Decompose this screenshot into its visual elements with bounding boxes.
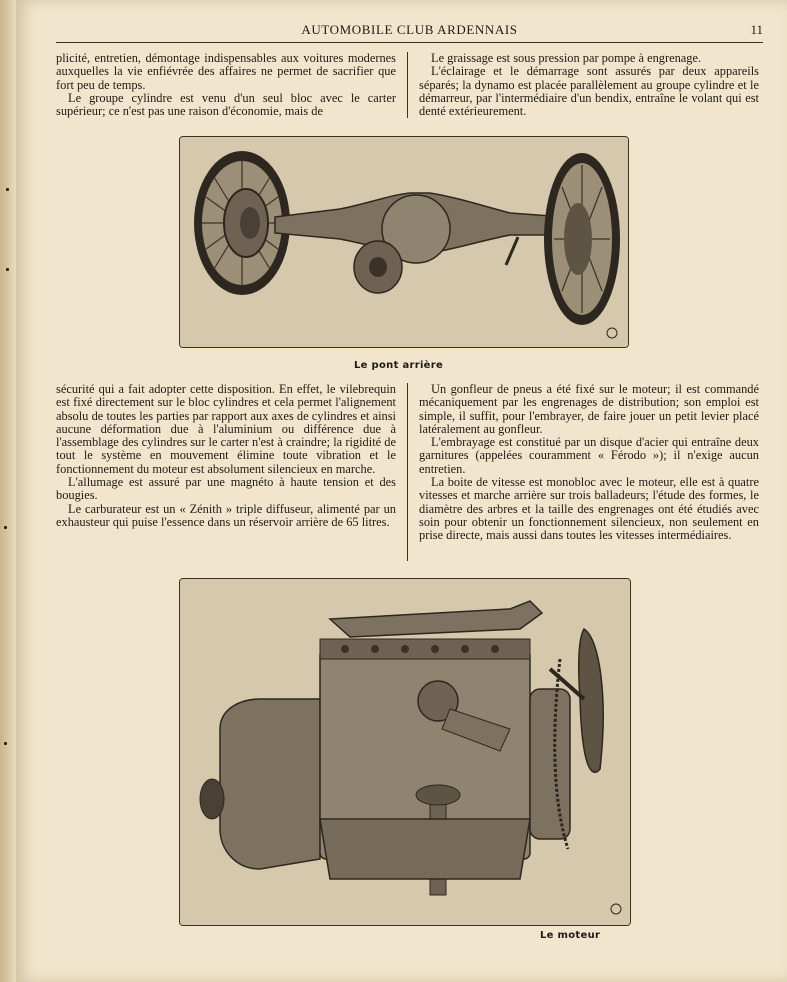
figure-caption: Le moteur [540, 930, 601, 941]
page-title: AUTOMOBILE CLUB ARDENNAIS [301, 22, 518, 37]
paragraph: Un gonfleur de pneus a été fixé sur le moteur; il est commandé mécaniquement par les engrenages de distribution; son emploi est simple, il suffit, pour l'embrayer, de faire jouer un petit levier placé latéralement au gonfleur. [419, 382, 759, 436]
top-left-column [56, 52, 396, 118]
binding-mark [6, 188, 9, 191]
page-header [56, 20, 763, 43]
engine-illustration [180, 579, 630, 925]
binding-mark [6, 268, 9, 271]
paragraph: Le groupe cylindre est venu d'un seul bloc avec le carter supérieur; ce n'est pas une raison d'économie, mais de [56, 90, 396, 119]
document-page [16, 0, 787, 982]
binding-mark [4, 526, 7, 529]
binding-mark [4, 742, 7, 745]
paragraph: plicité, entretien, démontage indispensables aux voitures modernes auxquelles la vie enfiévrée des affaires ne permet de sacrifier que fort peu de temps. [56, 51, 396, 92]
page-number: 11 [750, 22, 763, 37]
paragraph: Le graissage est sous pression par pompe à engrenage. [431, 51, 702, 65]
engine-photo [179, 578, 631, 926]
paragraph: sécurité qui a fait adopter cette disposition. En effet, le vilebrequin est fixé directement sur le bloc cylindres et cela permet l'alignement absolu de toutes les parties par rapport aux axes de cylindres et ainsi aucune déformation due à l'aluminium ou différence due à l'assemblage des cylindres sur le carter n'est à craindre; la rigidité de tout le système en mouvement élimine toute vibration et le fonctionnement du moteur est absolument silencieux en marche. [56, 382, 396, 476]
rear-axle-illustration [180, 137, 628, 347]
top-right-column [419, 52, 759, 118]
rear-axle-photo [179, 136, 629, 348]
paragraph: Le carburateur est un « Zénith » triple diffuseur, alimenté par un exhausteur qui puise l'essence dans un réservoir arrière de 65 litres. [56, 501, 396, 529]
figure-caption: Le pont arrière [354, 360, 444, 371]
paragraph: L'allumage est assuré par une magnéto à haute tension et des bougies. [56, 475, 396, 503]
paragraph: La boite de vitesse est monobloc avec le moteur, elle est à quatre vitesses et marche arrière sur trois balladeurs; l'étude des formes, le diamètre des arbres et la taille des engrenages ont été étudiés avec soin pour obtenir un fonctionnement silencieux, non seulement en prise directe, mais aussi dans toutes les vitesses intermédiaires. [419, 475, 759, 543]
paragraph: L'embrayage est constitué par un disque d'acier qui entraîne deux garnitures (appelées couramment « Férodo »); il n'exige aucun entretien. [419, 435, 759, 476]
paragraph: L'éclairage et le démarrage sont assurés par deux appareils séparés; la dynamo est placée parallèlement au groupe cylindre et le démarreur, par l'intermédiaire d'un bendix, entraîne le volant qui est denté extérieurement. [419, 64, 759, 119]
column-divider [407, 383, 408, 561]
middle-left-column [56, 383, 396, 529]
column-divider [407, 52, 408, 118]
middle-right-column [419, 383, 759, 543]
page-binding-shadow [0, 0, 16, 982]
